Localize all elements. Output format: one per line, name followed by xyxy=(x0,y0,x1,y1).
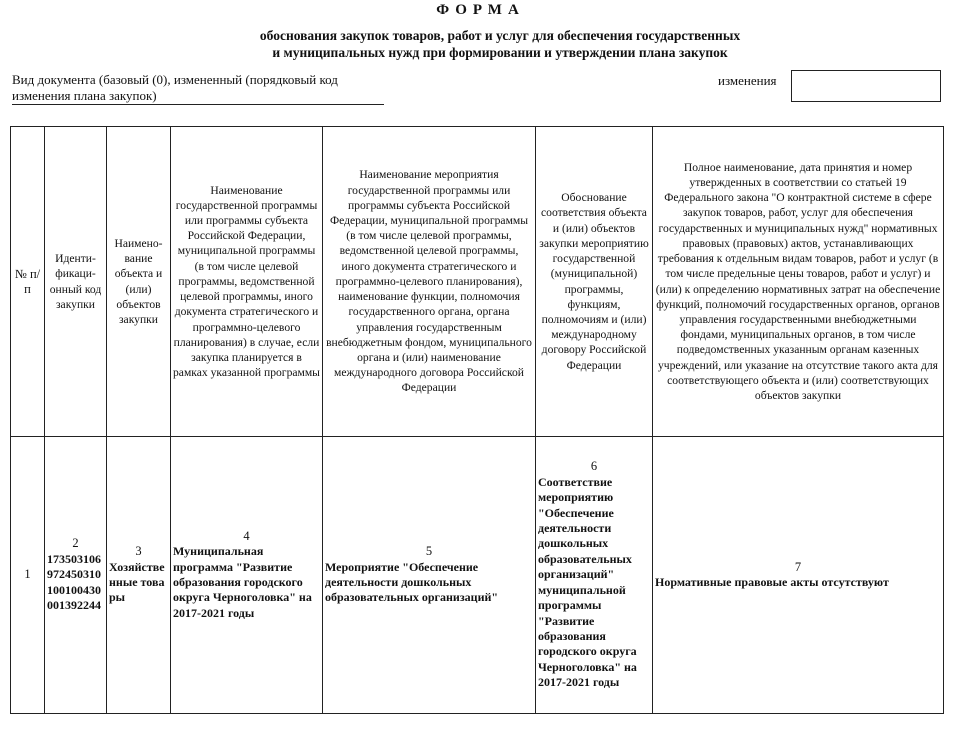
subtitle-line-2: и муниципальных нужд при формировании и утверждении плана закупок xyxy=(272,45,728,60)
column-number: 2 xyxy=(72,536,79,551)
header-purchase-code: Иденти-фикаци-онный код закупки xyxy=(45,127,107,437)
column-number: 6 xyxy=(590,459,598,474)
document-type-line-1: Вид документа (базовый (0), измененный (порядковый код xyxy=(12,72,338,87)
column-number: 5 xyxy=(425,544,433,559)
cell-row-number xyxy=(11,437,45,714)
header-event-name: Наименование мероприятия государственной программы или программы субъекта Российской Федерации, муниципальной программы (в том числе целевой программы, ведомственной целевой программы, иного документа стратегического и программно-целевого планирования), наименование функции, полномочия государственного органа, органа управления государственным внебюджетным фондом, муниципального органа и (или) наименование международного договора Российской Федерации xyxy=(323,127,536,437)
justification-value: Соответствие мероприятию "Обеспечение деятельности дошкольных образовательных организаций" муниципальной программы "Развитие образования городского округа Черноголовка" на 2017-2021 годы xyxy=(538,474,637,690)
event-name-value: Мероприятие "Обеспечение деятельности дошкольных образовательных организаций" xyxy=(325,559,499,605)
cell-justification xyxy=(536,437,653,714)
cell-normative-acts xyxy=(653,437,944,714)
header-row-number: № п/п xyxy=(11,127,45,437)
column-number: 1 xyxy=(24,567,31,582)
normative-acts-value: Нормативные правовые акты отсутствуют xyxy=(655,575,889,589)
table-header-row xyxy=(11,127,944,437)
subtitle-line-1: обоснования закупок товаров, работ и услуг для обеспечения государственных xyxy=(259,28,741,43)
object-name-value: Хозяйственные товары xyxy=(109,559,165,605)
column-number: 4 xyxy=(243,528,250,543)
column-number: 7 xyxy=(794,559,802,574)
form-title: ФОРМА xyxy=(436,2,525,18)
purchase-code-value: 173503106972450310100100430001392244 xyxy=(47,551,101,613)
header-justification: Обоснование соответствия объекта и (или) объектов закупки мероприятию государственной (муниципальной) программы, функциям, полномочиям и (или) международному договору Российской Федерации xyxy=(536,127,653,437)
change-label: изменения xyxy=(718,73,777,88)
change-code-field[interactable] xyxy=(791,70,941,102)
header-object-name: Наимено-вание объекта и (или) объектов закупки xyxy=(107,127,171,437)
cell-purchase-code xyxy=(45,437,107,714)
cell-program-name xyxy=(171,437,323,714)
cell-object-name xyxy=(107,437,171,714)
table-row xyxy=(11,437,944,714)
cell-event-name xyxy=(323,437,536,714)
form-subtitle xyxy=(150,27,850,61)
header-normative-acts: Полное наименование, дата принятия и номер утвержденных в соответствии со статьей 19 Федерального закона "О контрактной системе в сфере закупок товаров, работ, услуг для обеспечения государственных и муниципальных нужд" нормативных правовых (правовых) актов, устанавливающих требования к отдельным видам товаров, работ и услуг (в том числе предельные цены товаров, работ и услуг) и (или) к определению нормативных затрат на обеспечение функций, полномочий государственных органов, органов управления государственными внебюджетными фондами, муниципальных органов, в том числе подведомственных указанным органам казенных учреждений, или указание на отсутствие такого акта для соответствующего объекта и (или) соответствующих объектов закупки xyxy=(653,127,944,437)
document-type-label xyxy=(12,72,384,105)
header-program-name: Наименование государственной программы или программы субъекта Российской Федерации, муниципальной программы (в том числе целевой программы, ведомственной целевой программы, иного документа стратегического и программно-целевого планирования) в случае, если закупка планируется в рамках указанной программы xyxy=(171,127,323,437)
program-name-value: Муниципальная программа "Развитие образования городского округа Черноголовка" на 2017-2021 годы xyxy=(173,544,312,620)
procurement-justification-table xyxy=(10,126,944,714)
column-number: 3 xyxy=(135,544,142,559)
document-type-line-2: изменения плана закупок) xyxy=(12,88,157,103)
